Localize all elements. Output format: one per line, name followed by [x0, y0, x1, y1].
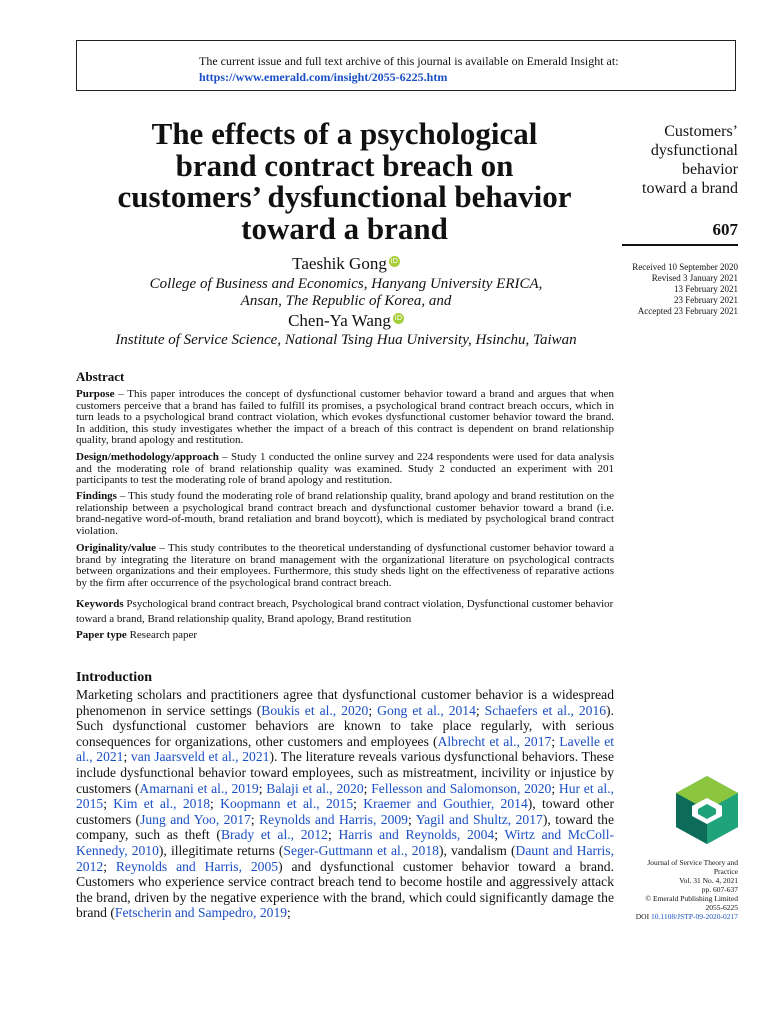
journal-notice-box [76, 40, 736, 91]
running-title-line: behavior [682, 161, 738, 178]
abstract-design [76, 452, 614, 487]
journal-logo-icon [676, 776, 738, 844]
intro-text: ), toward other customers ( [76, 796, 614, 827]
citation-link[interactable]: Schaefers et al., 2016 [484, 702, 607, 718]
keywords-label: Keywords [76, 598, 124, 610]
intro-text: ; [353, 796, 364, 812]
doi-link[interactable]: 10.1108/JSTP-09-2020-0217 [650, 912, 738, 921]
intro-text: ; [327, 827, 339, 843]
citation-link[interactable]: Koopmann et al., 2015 [220, 796, 354, 812]
intro-text: ), illegitimate returns ( [158, 842, 284, 858]
citation-link[interactable]: Balaji et al., 2020 [266, 780, 364, 796]
intro-text: ) and dysfunctional customer behavior toward a brand. Customers who experience service contract breach tend to become hostile and aggressively attack the brand, driven by the negative experience with the brand, which could significantly damage the brand ( [76, 858, 614, 921]
date-line: 13 February 2021 [674, 284, 738, 294]
margin-rule [622, 244, 738, 246]
citation-link[interactable]: Fetscherin and Sampedro, 2019 [114, 905, 288, 921]
intro-text: ), toward the company, such as theft ( [76, 811, 614, 843]
paper-type-label: Paper type [76, 629, 127, 641]
citation-link[interactable]: Fellesson and Salomonson, 2020 [371, 780, 552, 796]
citation-link[interactable]: Kraemer and Gouthier, 2014 [363, 796, 528, 812]
date-line: Received 10 September 2020 [632, 262, 738, 272]
author-name: Chen-Ya Wang [288, 311, 391, 330]
citation-link[interactable]: Kim et al., 2018 [113, 796, 211, 812]
citation-link[interactable]: Harris and Reynolds, 2004 [338, 827, 495, 843]
doi-line [618, 912, 738, 921]
citation-link[interactable]: Jung and Yoo, 2017 [140, 811, 251, 827]
intro-text: ; [407, 811, 416, 827]
intro-text: ; [475, 702, 485, 718]
intro-text: ; [250, 811, 260, 827]
journal-info-line: pp. 607-637 [701, 885, 738, 894]
intro-text: ). The literature reveals various dysfunctional behaviors. These include dysfunctional behavior toward employees, such as mistreatment, incivility or injustice by customers ( [76, 749, 614, 796]
intro-text: Marketing scholars and practitioners agree that dysfunctional customer behavior is a widespread phenomenon in service settings ( [76, 687, 614, 718]
section-text: – This study found the moderating role of brand relationship quality, brand apology and brand restitution on the relationship between a psychological brand contract breach and dysfunctional customer behavior toward a brand (i.e. brand-negative word-of-mouth, brand retaliation and brand boycott), which is mediated by psychological brand contract violation. [76, 490, 614, 537]
page-number: 607 [712, 220, 738, 239]
notice-text: The current issue and full text archive of this journal is available on Emerald Insight at: [199, 54, 619, 68]
section-text: – This study contributes to the theoretical understanding of dysfunctional customer behavior toward a brand by integrating the literature on brand management with the organizational literature on psychological contracts between organizations and their employees. Furthermore, this study sheds light on the effectiveness of reparative actions by the firm after occurrence of the psychological brand contract breach. [76, 542, 614, 589]
intro-text: ; [210, 796, 221, 812]
affiliation-1-line-1: College of Business and Economics, Hanyang University ERICA, [149, 276, 543, 292]
journal-info-line: Practice [713, 867, 738, 876]
journal-info-line: Journal of Service Theory and [647, 858, 738, 867]
intro-text: ; [363, 780, 372, 796]
section-label: Findings [76, 490, 117, 502]
introduction-heading: Introduction [76, 670, 152, 685]
running-title [620, 122, 738, 198]
journal-info-line: Vol. 31 No. 4, 2021 [679, 876, 738, 885]
title-line: brand contract breach on [175, 147, 514, 183]
keywords [76, 597, 614, 627]
journal-info-line: 2055-6225 [705, 903, 738, 912]
abstract-originality [76, 543, 614, 589]
date-line: 23 February 2021 [674, 295, 738, 305]
keywords-text: Psychological brand contract breach, Psychological brand contract violation, Dysfunctional customer behavior toward a brand, Brand relationship quality, Brand apology, Brand restitution [76, 598, 614, 625]
orcid-icon[interactable]: iD [394, 314, 403, 322]
paper-type [76, 628, 614, 643]
intro-text: ; [551, 780, 559, 796]
intro-text: ; [551, 733, 560, 749]
citation-link[interactable]: Amarnani et al., 2019 [139, 780, 259, 796]
running-title-line: toward a brand [642, 180, 738, 197]
intro-text: ; [103, 796, 114, 812]
orcid-icon[interactable]: iD [390, 257, 398, 265]
received-dates [600, 262, 738, 317]
running-title-line: Customers’ [664, 123, 738, 140]
intro-text: ; [368, 702, 378, 718]
date-line: Revised 3 January 2021 [651, 273, 738, 283]
citation-link[interactable]: Albrecht et al., 2017 [437, 733, 552, 749]
citation-link[interactable]: Wirtz and McColl-Kennedy, 2010 [76, 827, 614, 858]
intro-text: ; [258, 780, 267, 796]
citation-link[interactable]: van Jaarsveld et al., 2021 [130, 749, 270, 765]
paper-title [72, 118, 617, 244]
intro-text: ; [494, 827, 505, 843]
citation-link[interactable]: Reynolds and Harris, 2005 [115, 858, 279, 874]
citation-link[interactable]: Hur et al., 2015 [76, 780, 614, 812]
intro-text: ; [103, 858, 116, 874]
citation-link[interactable]: Lavelle et al., 2021 [76, 733, 615, 765]
date-line: Accepted 23 February 2021 [637, 306, 738, 316]
title-line: customers’ dysfunctional behavior [117, 179, 572, 214]
citation-link[interactable]: Boukis et al., 2020 [261, 702, 369, 718]
author-1 [76, 254, 616, 274]
citation-link[interactable]: Seger-Guttmann et al., 2018 [283, 842, 439, 858]
author-name: Taeshik Gong [292, 254, 387, 273]
section-label: Design/methodology/approach [76, 451, 219, 463]
section-text: – Study 1 conducted the online survey and 224 respondents were used for data analysis and the moderating role of brand relationship quality was examined. Study 2 conducted an experiment with 201 participants to test the moderating role of brand apology and restitution. [76, 451, 614, 486]
paper-type-text: Research paper [126, 629, 198, 641]
citation-link[interactable]: Brady et al., 2012 [220, 827, 328, 843]
intro-text: ; [123, 749, 131, 765]
section-label: Originality/value [76, 542, 157, 554]
doi-label: DOI [635, 912, 650, 921]
citation-link[interactable]: Yagil and Shultz, 2017 [415, 811, 543, 827]
journal-info [618, 858, 738, 921]
affiliation-1-line-2: Ansan, The Republic of Korea, and [240, 293, 452, 309]
intro-text: ; [287, 905, 291, 921]
title-line: toward a brand [241, 210, 448, 246]
abstract-heading: Abstract [76, 369, 125, 384]
section-text: – This paper introduces the concept of dysfunctional customer behavior toward a brand and argues that when customers perceive that a brand has failed to fulfill its promises, a psychological brand contract breach occurs, which in turn leads to a psychological brand contract violation, which evokes dysfunctional customer behavior toward the brand. In addition, this study investigates whether the impact of a breach of this contract is dependent on brand relationship quality, brand apology and restitution. [76, 388, 614, 446]
citation-link[interactable]: Reynolds and Harris, 2009 [259, 811, 408, 827]
intro-text: ), vandalism ( [438, 842, 516, 858]
citation-link[interactable]: Daunt and Harris, 2012 [76, 842, 614, 874]
author-2 [76, 311, 616, 331]
abstract-purpose [76, 389, 614, 447]
intro-text: ). Such dysfunctional customer behaviors are known to take place regularly, with serious consequences for organizations, other customers and employees ( [76, 702, 614, 749]
abstract-findings [76, 491, 614, 537]
citation-link[interactable]: Gong et al., 2014 [377, 702, 476, 718]
running-title-line: dysfunctional [650, 142, 738, 159]
affiliation-2: Institute of Service Science, National Tsing Hua University, Hsinchu, Taiwan [115, 332, 577, 348]
title-line: The effects of a psychological [151, 116, 538, 151]
section-label: Purpose [76, 388, 115, 400]
journal-info-line: © Emerald Publishing Limited [645, 894, 738, 903]
introduction-body [76, 687, 614, 921]
journal-url-link[interactable]: https://www.emerald.com/insight/2055-6225.htm [199, 70, 448, 84]
